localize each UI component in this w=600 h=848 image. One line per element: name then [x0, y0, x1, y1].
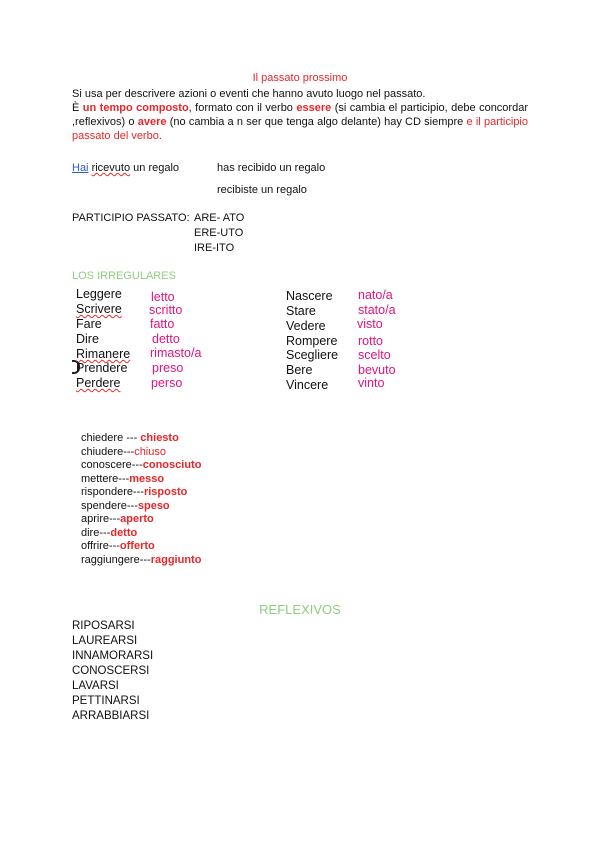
irregular-infinitive: Dire [76, 332, 99, 346]
irregular-infinitive: Nascere [286, 289, 333, 303]
participio-label: PARTICIPIO PASSATO: [72, 212, 190, 224]
irregular-infinitive: Rimanere [76, 347, 131, 361]
irregular-infinitive: Stare [286, 304, 316, 318]
irregular-participle: stato/a [358, 303, 396, 317]
intro-text: (si cambia el participio, debe concordar ,reflexivos) o [72, 102, 528, 128]
extra-infinitive: conoscere--- [81, 459, 143, 471]
irregular-participle: bevuto [358, 363, 396, 377]
intro-line: Si usa per descrivere azioni o eventi che hanno avuto luogo nel passato. [72, 88, 426, 100]
page-title: Il passato prossimo [252, 72, 348, 84]
irregular-infinitive: Leggere [76, 287, 122, 301]
participio-rule: IRE-ITO [194, 242, 235, 254]
irregular-participle: rimasto/a [150, 346, 202, 360]
list-item: LAVARSI [72, 680, 119, 692]
irregular-participle: preso [152, 361, 184, 375]
list-item [81, 513, 201, 527]
irregular-participle: scritto [149, 303, 183, 317]
extra-infinitive: offrire--- [81, 540, 120, 552]
list-item [81, 486, 201, 500]
irregular-infinitive: Vincere [286, 378, 329, 392]
highlight-avere: avere [137, 116, 167, 128]
extra-infinitive: chiedere --- [81, 432, 141, 444]
list-item [81, 473, 201, 487]
list-item: CONOSCERSI [72, 665, 150, 677]
irregular-participle: perso [151, 376, 183, 390]
example-italian [72, 162, 179, 174]
intro-definition [72, 101, 528, 143]
highlight-participio: e il participio passato del verbo. [72, 116, 528, 142]
list-item [81, 446, 201, 460]
intro-paragraph [72, 87, 528, 143]
irregular-participle: fatto [150, 317, 175, 331]
list-item [81, 432, 201, 446]
example-spanish-1: has recibido un regalo [217, 162, 326, 174]
list-item: ARRABBIARSI [72, 710, 150, 722]
example-word-hai[interactable]: Hai [72, 162, 89, 174]
list-item [81, 500, 201, 514]
irregular-infinitive: Perdere [76, 376, 121, 390]
list-item [81, 554, 201, 568]
intro-text: (no cambia a n ser que tenga algo delante) hay CD siempre [166, 116, 467, 128]
irregular-infinitive: Fare [76, 317, 102, 331]
extra-infinitive: chiudere--- [81, 445, 135, 458]
extra-participle: detto [110, 526, 138, 539]
irregular-participle: nato/a [358, 288, 393, 302]
irregular-participle: rotto [358, 334, 384, 348]
irregular-infinitive: Scrivere [76, 302, 122, 316]
extra-infinitive: rispondere--- [81, 486, 144, 498]
irregular-participle: visto [357, 317, 383, 331]
extra-participle: conosciuto [142, 459, 202, 471]
irregular-participle: scelto [358, 348, 391, 362]
irregular-infinitive: Rompere [286, 334, 338, 348]
reflexivos-heading: REFLEXIVOS [259, 602, 341, 617]
extra-participle: raggiunto [150, 553, 202, 566]
participio-rule: ERE-UTO [194, 227, 244, 239]
irregular-infinitive: Scegliere [286, 348, 339, 362]
extra-participle: risposto [143, 486, 188, 498]
irregular-infinitive: Bere [286, 363, 313, 377]
list-item: RIPOSARSI [72, 620, 135, 632]
extra-participle: speso [137, 499, 170, 512]
example-spanish-2: recibiste un regalo [217, 184, 307, 196]
list-item [81, 527, 201, 541]
highlight-essere: essere [296, 102, 332, 114]
list-item [81, 459, 201, 473]
extra-infinitive: mettere--- [81, 472, 130, 485]
list-item: LAUREARSI [72, 635, 138, 647]
highlight-tempo-composto: un tempo composto [82, 102, 189, 114]
example-word-ricevuto: ricevuto [91, 162, 131, 174]
list-item: PETTINARSI [72, 695, 140, 707]
participio-rule: ARE- ATO [194, 212, 245, 224]
irregulares-heading: LOS IRREGULARES [72, 270, 176, 282]
extra-participle: messo [129, 472, 165, 485]
irregular-infinitive: Vedere [286, 319, 326, 333]
irregular-infinitive: Prendere [76, 361, 128, 375]
list-item: INNAMORARSI [72, 650, 154, 662]
extra-participle: chiuso [134, 445, 166, 458]
irregular-participle: letto [151, 290, 175, 304]
extra-infinitive: aprire--- [81, 513, 121, 525]
extra-participle: aperto [120, 513, 154, 525]
intro-text: È [72, 102, 83, 114]
list-item [81, 540, 201, 554]
extra-participle: chiesto [140, 432, 179, 444]
irregular-participle: detto [152, 332, 180, 346]
extra-participle: offerto [119, 540, 155, 552]
extra-infinitive: raggiungere--- [81, 553, 151, 566]
extra-infinitive: spendere--- [81, 499, 138, 512]
extra-irregular-list [81, 432, 201, 567]
extra-infinitive: dire--- [81, 526, 111, 539]
intro-text: , formato con il verbo [188, 102, 297, 114]
example-rest: un regalo [130, 162, 180, 174]
reflexivos-list [72, 619, 153, 724]
irregular-participle: vinto [358, 376, 385, 390]
